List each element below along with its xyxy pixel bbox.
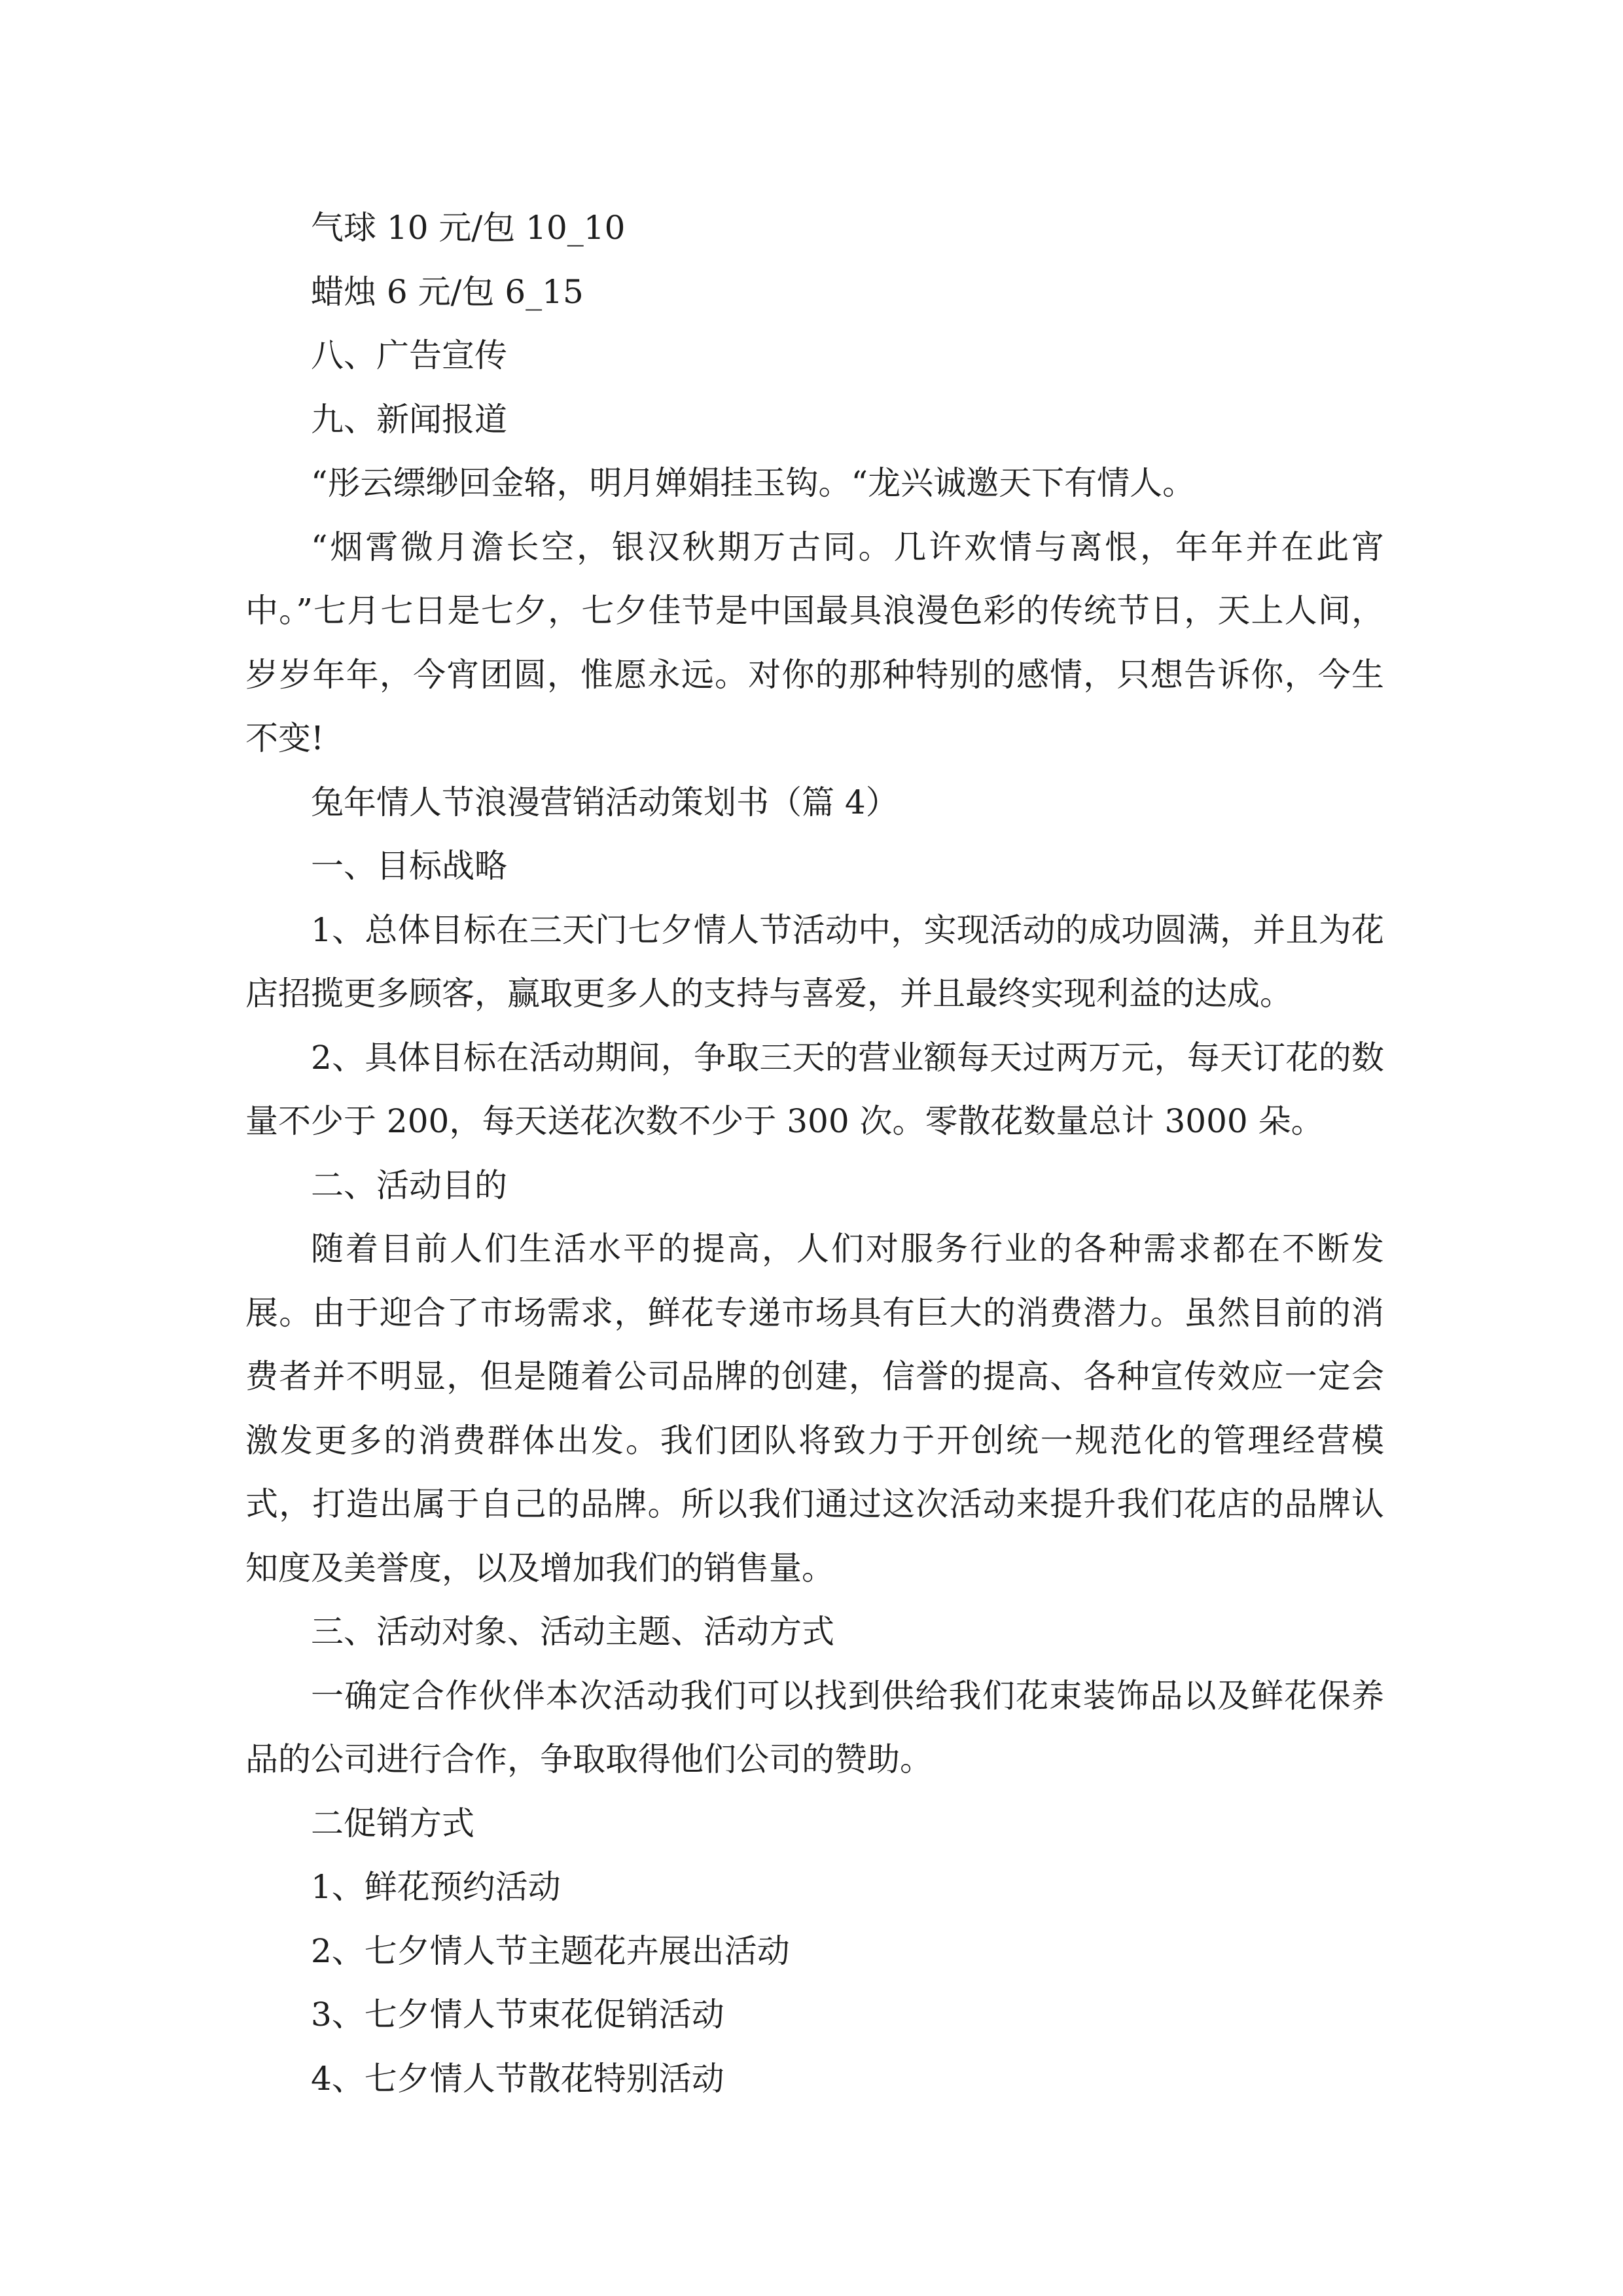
price-line-balloons: 气球 10 元/包 10_10 — [311, 209, 626, 247]
purpose-paragraph: 随着目前人们生活水平的提高，人们对服务行业的各种需求都在不断发展。由于迎合了市场需求，鲜花专递市场具有巨大的消费潜力。虽然目前的消费者并不明显，但是随着公司品牌的创建，信誉的提高、各种宣传效应一定会激发更多的消费群体出发。我们团队将致力于开创统一规范化的管理经营模式，打造出属于自己的品牌。所以我们通过这次活动来提升我们花店的品牌认知度及美誉度，以及增加我们的销售量。 — [245, 1230, 1384, 1587]
goal-overall: 1、总体目标在三天门七夕情人节活动中，实现活动的成功圆满，并且为花店招揽更多顾客，赢取更多人的支持与喜爱，并且最终实现利益的达成。 — [245, 910, 1384, 1013]
section-heading-news: 九、新闻报道 — [311, 400, 507, 439]
subheading-promotion: 二促销方式 — [311, 1804, 474, 1842]
article-title-part4: 兔年情人节浪漫营销活动策划书（篇 4） — [311, 783, 899, 821]
promotion-item-1: 1、鲜花预约活动 — [311, 1868, 561, 1906]
promotion-item-4: 4、七夕情人节散花特别活动 — [311, 2059, 724, 2098]
section-heading-audience-theme-method: 三、活动对象、活动主题、活动方式 — [311, 1613, 834, 1651]
goal-specific: 2、具体目标在活动期间，争取三天的营业额每天过两万元，每天订花的数量不少于 200，每天送花次数不少于 300 次。零散花数量总计 3000 朵。 — [245, 1038, 1384, 1140]
partner-paragraph: 一确定合作伙伴本次活动我们可以找到供给我们花束装饰品以及鲜花保养品的公司进行合作，争取取得他们公司的赞助。 — [245, 1676, 1384, 1778]
section-heading-purpose: 二、活动目的 — [311, 1166, 507, 1204]
promotion-item-3: 3、七夕情人节束花促销活动 — [311, 1996, 724, 2034]
promotion-item-2: 2、七夕情人节主题花卉展出活动 — [311, 1931, 790, 1970]
section-heading-goals: 一、目标战略 — [311, 847, 507, 885]
price-line-candles: 蜡烛 6 元/包 6_15 — [311, 272, 584, 311]
poem-paragraph: “烟霄微月澹长空，银汉秋期万古同。几许欢情与离恨，年年并在此宵中。”七月七日是七夕，七夕佳节是中国最具浪漫色彩的传统节日，天上人间，岁岁年年，今宵团圆，惟愿永远。对你的那种特别的感情，只想告诉你，今生不变! — [245, 528, 1384, 757]
section-heading-advertising: 八、广告宣传 — [311, 336, 507, 374]
poem-line-1: “彤云缥缈回金辂，明月婵娟挂玉钩。“龙兴诚邀天下有情人。 — [311, 464, 1196, 502]
document-body — [245, 196, 1384, 2111]
